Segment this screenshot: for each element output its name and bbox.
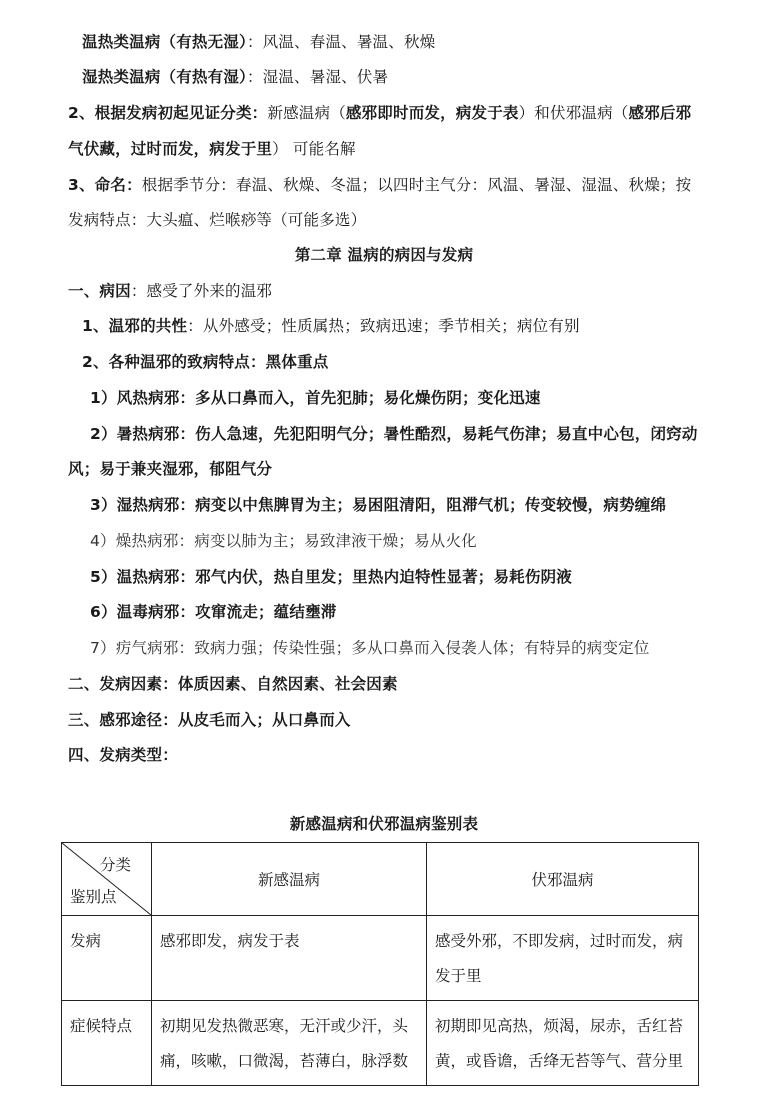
pathogen-features-heading: 2、各种温邪的致病特点：黑体重点 <box>82 353 329 371</box>
text-bold: 气伏藏，过时而发，病发于里 <box>68 140 273 158</box>
text-bold: 3、命名： <box>68 176 142 194</box>
text: ：从外感受；性质属热；致病迅速；季节相关；病位有别 <box>187 317 580 335</box>
text: 根据季节分：春温、秋燥、冬温；以四时主气分：风温、暑湿、湿温、秋燥；按 <box>141 176 692 194</box>
common-features <box>82 315 580 337</box>
section-cause <box>68 280 272 302</box>
text: ）和伏邪温病（ <box>518 104 629 122</box>
classification-line-cont <box>68 138 356 160</box>
text-bold: 1、温邪的共性 <box>82 317 188 335</box>
naming-line <box>68 174 691 196</box>
table-corner-cell <box>62 843 152 916</box>
table-cell: 初期见发热微恶寒，无汗或少汗，头痛，咳嗽，口微渴，苔薄白，脉浮数 <box>160 1017 409 1070</box>
pathogen-damp-heat: 3）湿热病邪：病变以中焦脾胃为主；易困阻清阳，阻滞气机；传变较慢，病势缠绵 <box>90 496 667 514</box>
section-factors: 二、发病因素：体质因素、自然因素、社会因素 <box>68 675 398 693</box>
text-bold: 感邪即时而发，病发于表 <box>345 104 519 122</box>
category-line-warm-heat <box>82 31 435 53</box>
text-bold: 一、病因 <box>68 282 131 300</box>
pathogen-pestilent: 7）疠气病邪：致病力强；传染性强；多从口鼻而入侵袭人体；有特异的病变定位 <box>90 639 650 657</box>
classification-line <box>68 102 691 124</box>
column-header-latent: 伏邪温病 <box>427 843 699 916</box>
category-label: 温热类温病（有热无湿） <box>82 33 247 51</box>
pathogen-summer-heat-cont: 风；易于兼夹湿邪，郁阻气分 <box>68 460 273 478</box>
section-onset-types: 四、发病类型： <box>68 746 178 764</box>
text-bold: 2、根据发病初起见证分类： <box>68 104 268 122</box>
pathogen-dry-heat: 4）燥热病邪：病变以肺为主；易致津液干燥；易从火化 <box>90 532 477 550</box>
category-line-damp-heat <box>82 66 388 88</box>
column-header-new: 新感温病 <box>152 843 427 916</box>
chapter-title: 第二章 温病的病因与发病 <box>294 246 474 264</box>
row-label: 发病 <box>70 932 102 950</box>
table-header-row <box>62 843 699 916</box>
category-items: ：湿温、暑湿、伏暑 <box>246 68 389 86</box>
corner-label-point: 鉴别点 <box>70 888 117 906</box>
section-routes: 三、感邪途径：从皮毛而入；从口鼻而入 <box>68 711 351 729</box>
corner-label-category: 分类 <box>99 856 131 874</box>
table-cell: 初期即见高热，烦渴，尿赤，舌红苔黄，或昏谵，舌绛无苔等气、营分里 <box>435 1017 684 1070</box>
table-row <box>62 916 699 1001</box>
naming-line-cont <box>68 209 366 231</box>
pathogen-warm-toxin: 6）温毒病邪：攻窜流走；蕴结壅滞 <box>90 603 337 621</box>
pathogen-warm-heat: 5）温热病邪：邪气内伏，热自里发；里热内迫特性显著；易耗伤阴液 <box>90 568 572 586</box>
text: ：感受了外来的温邪 <box>130 282 273 300</box>
table-cell: 感邪即发，病发于表 <box>160 932 300 950</box>
text: 发病特点：大头瘟、烂喉痧等（可能多选） <box>68 211 367 229</box>
differentiation-table <box>61 842 699 1086</box>
text: ） 可能名解 <box>272 140 356 158</box>
table-row <box>62 1001 699 1086</box>
pathogen-summer-heat: 2）暑热病邪：伤人急速，先犯阳明气分；暑性酷烈，易耗气伤津；易直中心包，闭窍动 <box>90 425 698 443</box>
text: 新感温病（ <box>267 104 346 122</box>
row-label: 症候特点 <box>70 1017 133 1035</box>
category-label: 湿热类温病（有热有湿） <box>82 68 247 86</box>
table-cell: 感受外邪，不即发病，过时而发，病发于里 <box>435 932 684 985</box>
category-items: ：风温、春温、暑温、秋燥 <box>246 33 436 51</box>
text-bold: 感邪后邪 <box>628 104 692 122</box>
pathogen-wind-heat: 1）风热病邪：多从口鼻而入，首先犯肺；易化燥伤阴；变化迅速 <box>90 389 541 407</box>
table-title: 新感温病和伏邪温病鉴别表 <box>289 815 479 833</box>
